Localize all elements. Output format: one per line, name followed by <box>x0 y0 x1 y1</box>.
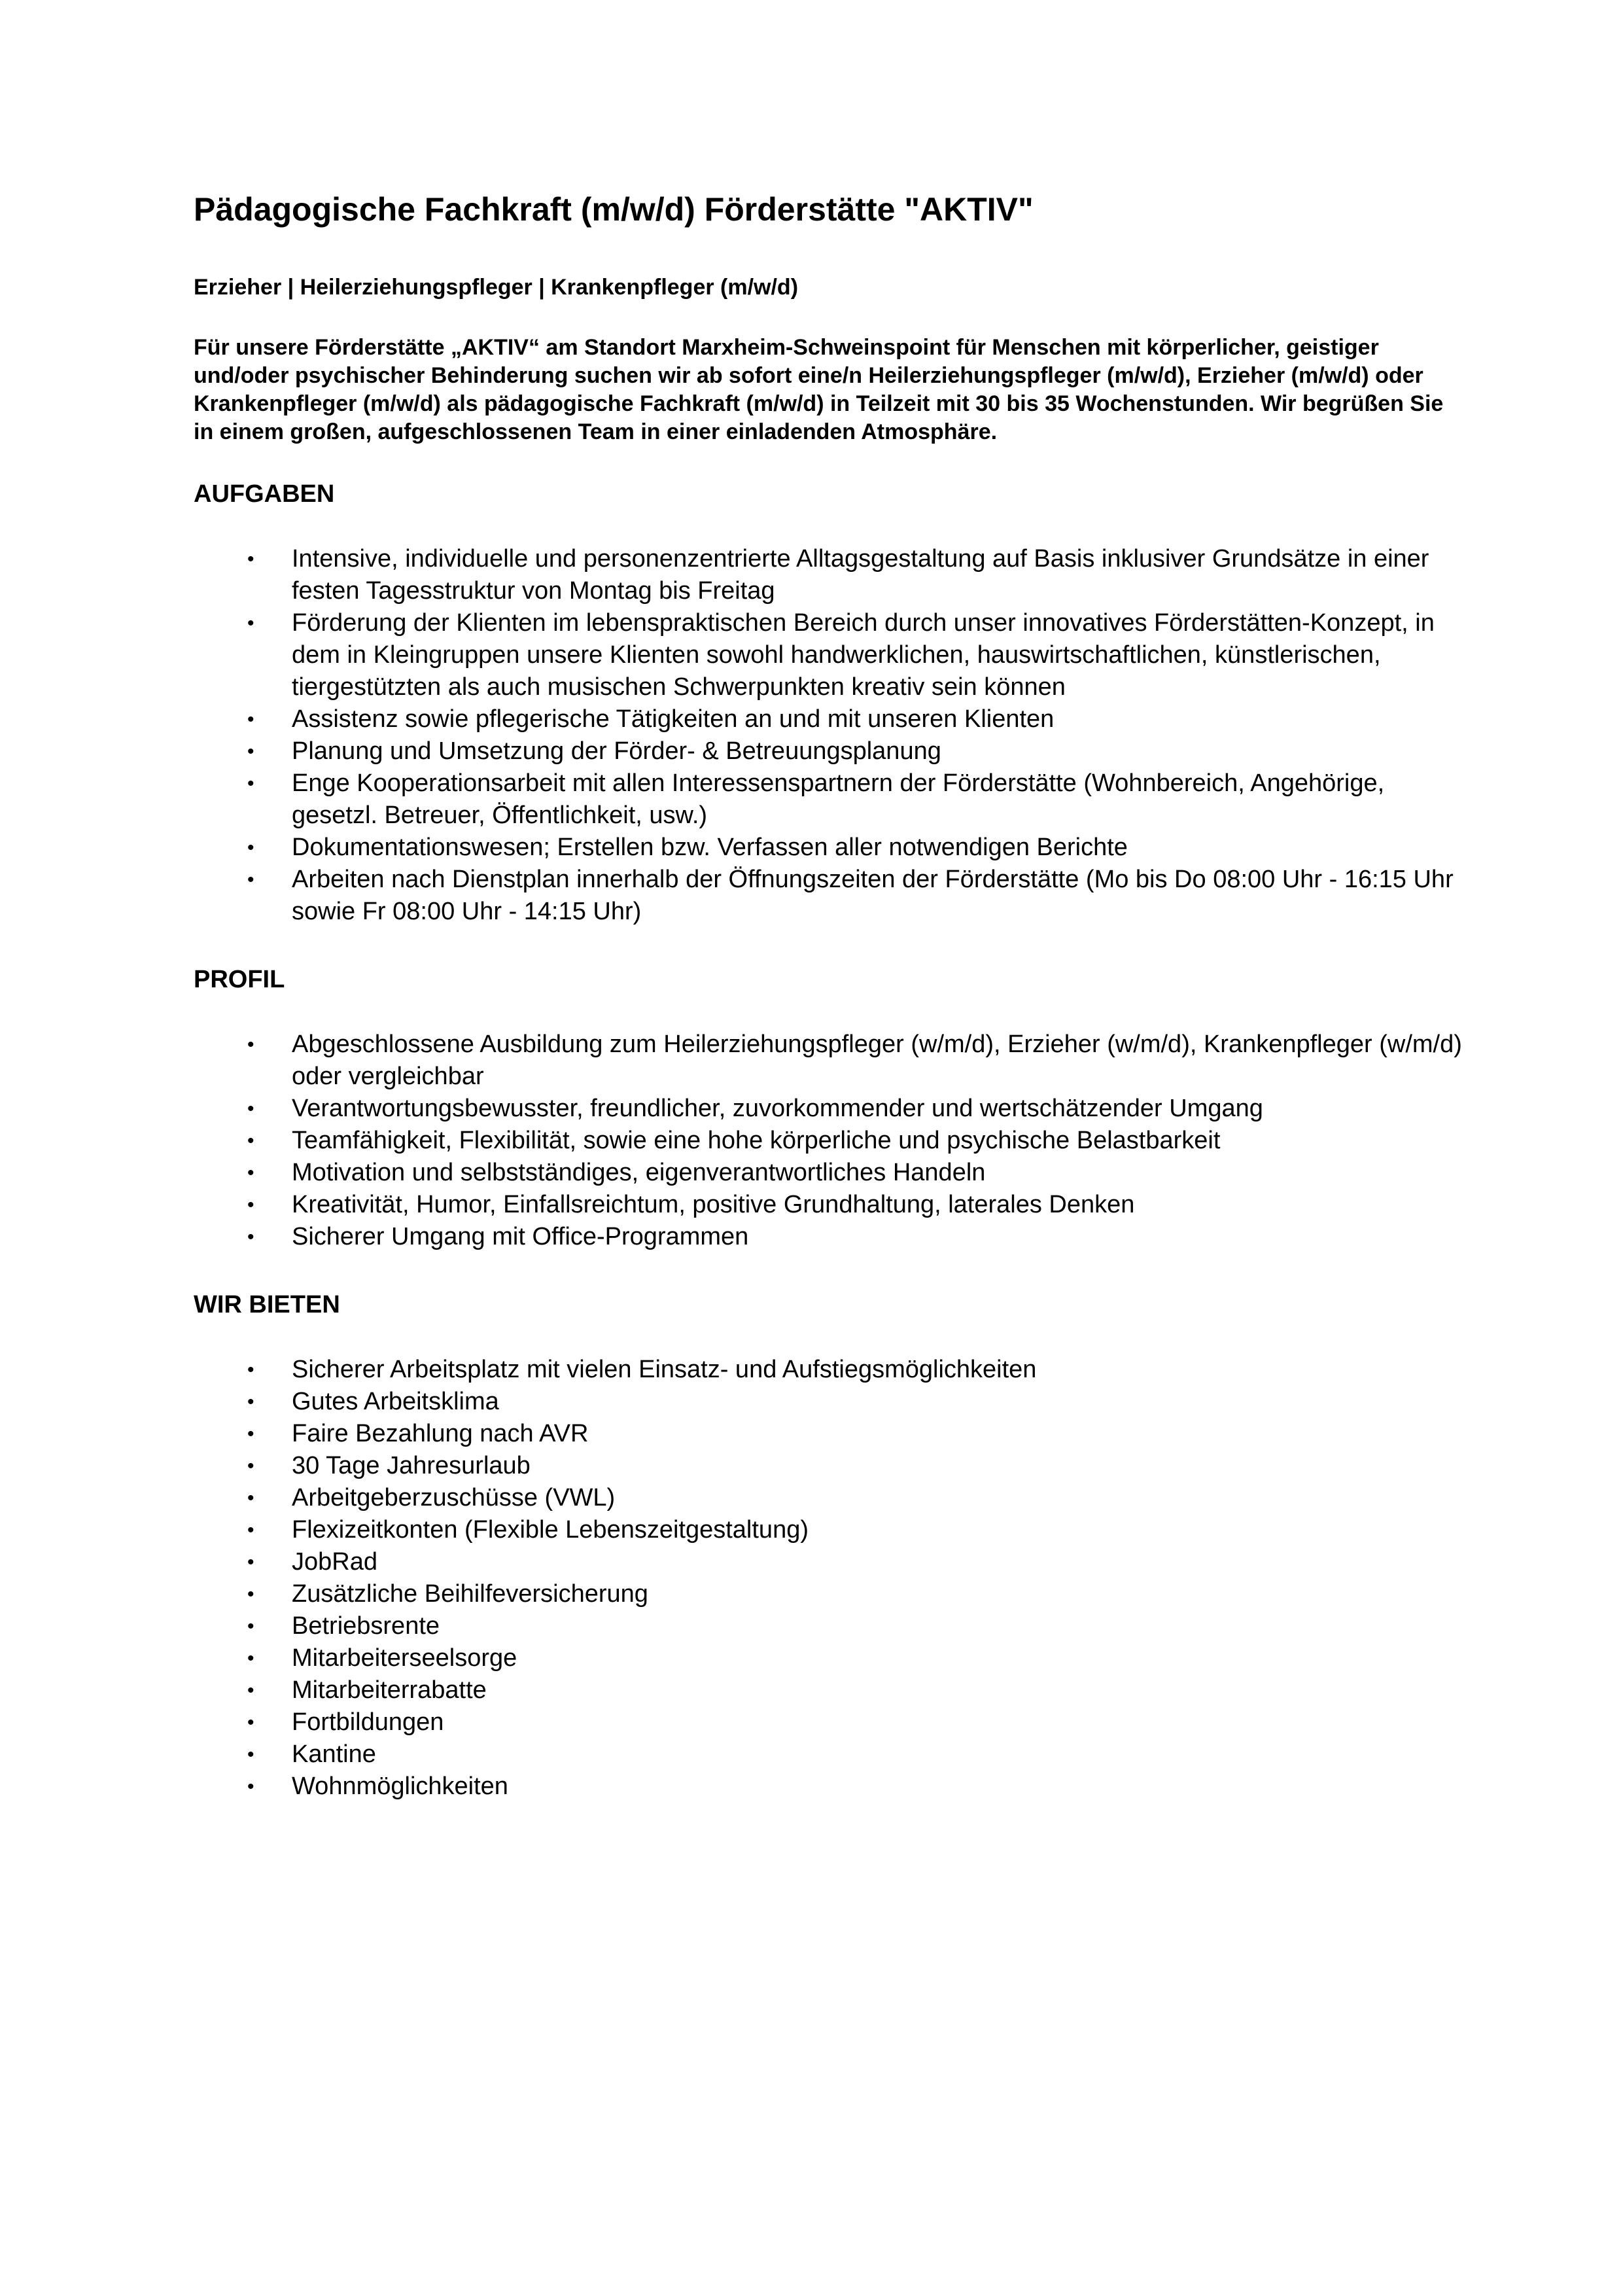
list-item-text: Teamfähigkeit, Flexibilität, sowie eine hohe körperliche und psychische Belastbarkeit <box>292 1127 1221 1154</box>
section-heading-profil: PROFIL <box>194 966 285 993</box>
list-item-text: Förderung der Klienten im lebenspraktischen Bereich durch unser innovatives Förderstätten-Konzept, in dem in Kleingruppen unsere Klienten sowohl handwerklichen, hauswirtschaftlichen, künstlerischen, tiergestützten als auch musischen Schwerpunkten kreativ sein können <box>292 609 1435 701</box>
list-item-text: Kantine <box>292 1740 376 1768</box>
bullet-icon: • <box>247 1034 254 1055</box>
bullet-icon: • <box>247 1648 254 1669</box>
list-item <box>194 1546 1463 1578</box>
intro-paragraph: Für unsere Förderstätte „AKTIV“ am Standort Marxheim-Schweinspoint für Menschen mit körperlicher, geistiger und/oder psychischer Behinderung suchen wir ab sofort eine/n Heilerziehungspfleger (m/w/d), Erzieher (m/w/d) oder Krankenpfleger (m/w/d) als pädagogische Fachkraft (m/w/d) in Teilzeit mit 30 bis 35 Wochenstunden. Wir begrüßen Sie in einem großen, aufgeschlossenen Team in einer einladenden Atmosphäre. <box>194 335 1444 444</box>
list-item-text: JobRad <box>292 1548 377 1576</box>
list-item-text: Fortbildungen <box>292 1708 444 1736</box>
list-item <box>194 1221 1463 1253</box>
list-item <box>194 1514 1463 1546</box>
list-item-text: Wohnmöglichkeiten <box>292 1773 508 1800</box>
list-item-text: Verantwortungsbewusster, freundlicher, zuvorkommender und wertschätzender Umgang <box>292 1095 1263 1122</box>
list-item-text: Mitarbeiterseelsorge <box>292 1644 517 1672</box>
bullet-icon: • <box>247 1098 254 1120</box>
list-item-text: Arbeiten nach Dienstplan innerhalb der Öffnungszeiten der Förderstätte (Mo bis Do 08:00 Uhr - 16:15 Uhr sowie Fr 08:00 Uhr - 14:15 Uhr) <box>292 866 1454 925</box>
list-item-text: Flexizeitkonten (Flexible Lebenszeitgestaltung) <box>292 1516 809 1544</box>
bullet-icon: • <box>247 1359 254 1381</box>
list-item-text: Enge Kooperationsarbeit mit allen Interessenspartnern der Förderstätte (Wohnbereich, Angehörige, gesetzl. Betreuer, Öffentlichkeit, usw.) <box>292 769 1385 829</box>
bullet-icon: • <box>247 1583 254 1605</box>
bullet-icon: • <box>247 1423 254 1445</box>
list-item <box>194 1125 1463 1157</box>
aufgaben-list <box>194 543 1454 928</box>
list-item-text: Betriebsrente <box>292 1612 440 1640</box>
list-item-text: Planung und Umsetzung der Förder- & Betreuungsplanung <box>292 737 941 765</box>
list-item <box>194 1029 1463 1093</box>
list-item <box>194 735 1463 768</box>
bullet-icon: • <box>247 1391 254 1413</box>
bullet-icon: • <box>247 1776 254 1797</box>
bullet-icon: • <box>247 1616 254 1637</box>
bullet-icon: • <box>247 1680 254 1701</box>
list-item <box>194 832 1463 864</box>
bullet-icon: • <box>247 869 254 891</box>
list-item <box>194 1578 1463 1610</box>
list-item <box>194 1674 1463 1706</box>
list-item <box>194 1739 1463 1771</box>
list-item-text: Kreativität, Humor, Einfallsreichtum, positive Grundhaltung, laterales Denken <box>292 1191 1135 1218</box>
bullet-icon: • <box>247 1487 254 1509</box>
job-subtitle: Erzieher | Heilerziehungspfleger | Krankenpfleger (m/w/d) <box>194 275 799 300</box>
list-item <box>194 1418 1463 1450</box>
list-item <box>194 1642 1463 1674</box>
list-item-text: Dokumentationswesen; Erstellen bzw. Verfassen aller notwendigen Berichte <box>292 834 1128 861</box>
list-item <box>194 607 1463 703</box>
bullet-icon: • <box>247 773 254 794</box>
list-item <box>194 1386 1463 1418</box>
bullet-icon: • <box>247 837 254 858</box>
list-item-text: Intensive, individuelle und personenzentrierte Alltagsgestaltung auf Basis inklusiver Grundsätze in einer festen Tagesstruktur von Montag bis Freitag <box>292 545 1429 605</box>
list-item-text: Motivation und selbstständiges, eigenverantwortliches Handeln <box>292 1159 986 1186</box>
wir-bieten-list <box>194 1354 1437 1803</box>
list-item <box>194 543 1463 607</box>
list-item-text: 30 Tage Jahresurlaub <box>292 1452 531 1479</box>
list-item <box>194 703 1463 735</box>
bullet-icon: • <box>247 1519 254 1541</box>
list-item <box>194 1706 1463 1739</box>
list-item <box>194 1093 1463 1125</box>
list-item <box>194 864 1463 928</box>
bullet-icon: • <box>247 741 254 762</box>
bullet-icon: • <box>247 1551 254 1573</box>
bullet-icon: • <box>247 612 254 634</box>
list-item-text: Mitarbeiterrabatte <box>292 1676 487 1704</box>
profil-list <box>194 1029 1462 1253</box>
list-item <box>194 1610 1463 1642</box>
document-page <box>194 190 1462 1803</box>
bullet-icon: • <box>247 1226 254 1248</box>
list-item-text: Abgeschlossene Ausbildung zum Heilerziehungspfleger (w/m/d), Erzieher (w/m/d), Krankenpfleger (w/m/d) oder vergleichbar <box>292 1031 1462 1090</box>
section-heading-aufgaben: AUFGABEN <box>194 480 335 508</box>
section-heading-wir-bieten: WIR BIETEN <box>194 1291 340 1318</box>
list-item <box>194 1771 1463 1803</box>
page-title: Pädagogische Fachkraft (m/w/d) Förderstätte "AKTIV" <box>194 191 1034 228</box>
bullet-icon: • <box>247 1130 254 1152</box>
list-item <box>194 1189 1463 1221</box>
list-item-text: Sicherer Arbeitsplatz mit vielen Einsatz- und Aufstiegsmöglichkeiten <box>292 1356 1037 1383</box>
bullet-icon: • <box>247 1744 254 1765</box>
list-item-text: Gutes Arbeitsklima <box>292 1388 499 1415</box>
list-item <box>194 1354 1463 1386</box>
list-item-text: Zusätzliche Beihilfeversicherung <box>292 1580 648 1608</box>
bullet-icon: • <box>247 1162 254 1184</box>
list-item-text: Faire Bezahlung nach AVR <box>292 1420 589 1447</box>
list-item-text: Sicherer Umgang mit Office-Programmen <box>292 1223 749 1250</box>
list-item <box>194 1482 1463 1514</box>
list-item <box>194 1450 1463 1482</box>
list-item <box>194 1157 1463 1189</box>
bullet-icon: • <box>247 548 254 570</box>
list-item <box>194 768 1463 832</box>
bullet-icon: • <box>247 1194 254 1216</box>
list-item-text: Arbeitgeberzuschüsse (VWL) <box>292 1484 616 1511</box>
bullet-icon: • <box>247 1455 254 1477</box>
list-item-text: Assistenz sowie pflegerische Tätigkeiten an und mit unseren Klienten <box>292 705 1055 733</box>
bullet-icon: • <box>247 1712 254 1733</box>
bullet-icon: • <box>247 709 254 730</box>
